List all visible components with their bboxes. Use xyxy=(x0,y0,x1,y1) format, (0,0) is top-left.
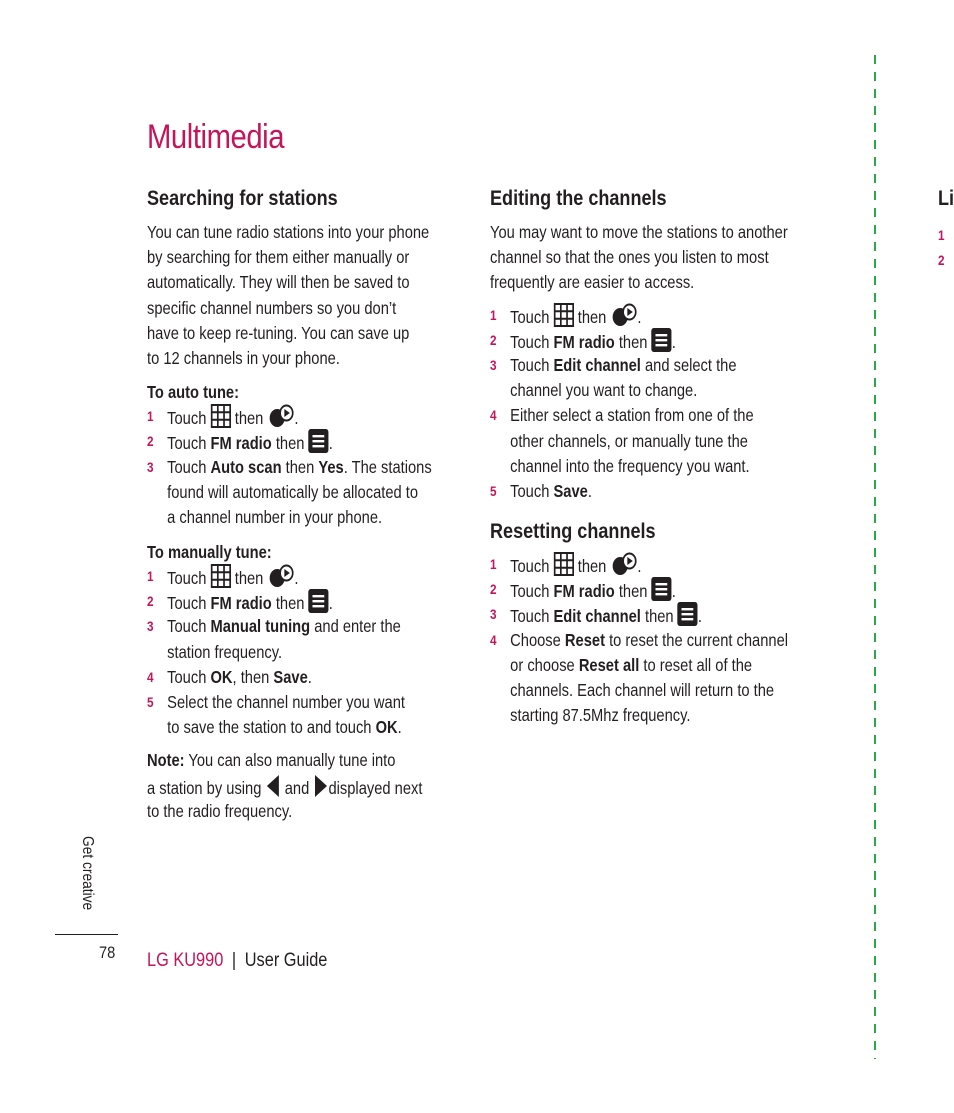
footer-divider xyxy=(55,934,118,935)
step-text: then xyxy=(234,568,264,589)
step-text: Touch xyxy=(510,354,550,375)
step-text: then xyxy=(644,606,674,627)
list-item xyxy=(147,429,449,454)
step-number: 2 xyxy=(147,593,154,610)
section-heading-resetting: Resetting channels xyxy=(490,519,656,544)
note-text: You can also manually tune into xyxy=(188,750,396,771)
step-text: and select the xyxy=(644,354,737,375)
step-text: then xyxy=(618,581,648,602)
step-number: 2 xyxy=(938,252,945,268)
intro-line: automatically. They will then be saved to xyxy=(147,272,410,293)
step-text: channels. Each channel will return to the xyxy=(510,680,775,700)
arrow-right-icon xyxy=(313,774,328,798)
step-text: station frequency. xyxy=(167,641,283,662)
list-item xyxy=(147,589,449,614)
step-text: other channels, or manually tune the xyxy=(510,430,748,451)
fm-radio-icon xyxy=(267,404,294,428)
step-number: 1 xyxy=(490,306,497,323)
list-item xyxy=(490,602,792,627)
step-bold: OK xyxy=(210,666,233,687)
step-text: . xyxy=(637,306,642,327)
step-bold: FM radio xyxy=(210,433,272,454)
step-bold: Yes xyxy=(318,456,344,477)
step-text: Touch xyxy=(167,593,207,614)
intro-paragraph xyxy=(490,220,792,296)
step-number: 5 xyxy=(490,482,497,499)
step-text: Select the channel number you want xyxy=(167,692,405,712)
step-text: . xyxy=(294,568,299,589)
step-number: 1 xyxy=(147,568,154,585)
step-text: Touch xyxy=(510,306,550,327)
step-text: Touch xyxy=(510,581,550,602)
fm-radio-icon xyxy=(610,552,637,576)
step-text: . xyxy=(397,717,402,738)
step-number: 4 xyxy=(490,631,497,648)
note-text: a station by using xyxy=(147,777,262,798)
step-bold: Save xyxy=(273,666,308,687)
step-text: Touch xyxy=(167,408,207,429)
step-number: 2 xyxy=(490,581,497,598)
step-text: . xyxy=(697,606,702,627)
trim-guide-line xyxy=(874,55,876,1059)
list-item xyxy=(147,404,449,429)
menu-grid-icon xyxy=(210,404,230,428)
step-text: Touch xyxy=(510,331,550,352)
list-item xyxy=(147,564,449,589)
side-label-text: Get creative xyxy=(79,836,96,911)
menu-grid-icon xyxy=(210,564,230,588)
step-bold: Edit channel xyxy=(553,354,641,375)
step-text: then xyxy=(285,456,315,477)
arrow-left-icon xyxy=(266,774,281,798)
step-text: to reset the current channel xyxy=(609,629,789,650)
footer-guide-label: User Guide xyxy=(244,950,328,971)
step-bold: Auto scan xyxy=(210,456,282,477)
step-text: channel you want to change. xyxy=(510,380,698,401)
step-text: Touch xyxy=(167,456,207,477)
step-text: . xyxy=(587,480,592,501)
step-text: channel into the frequency you want. xyxy=(510,455,750,476)
intro-line: frequently are easier to access. xyxy=(490,272,695,293)
list-item xyxy=(147,665,449,690)
options-menu-icon xyxy=(652,328,672,352)
step-bold: FM radio xyxy=(553,581,615,602)
step-text: and enter the xyxy=(314,616,401,637)
auto-tune-heading: To auto tune: xyxy=(147,382,239,403)
step-text: . xyxy=(637,556,642,577)
note-text: displayed next xyxy=(328,777,423,798)
section-heading-searching: Searching for stations xyxy=(147,186,338,210)
step-text: Touch xyxy=(167,616,207,637)
options-menu-icon xyxy=(309,429,329,453)
next-page-heading: Li xyxy=(938,186,954,210)
step-number: 5 xyxy=(147,694,154,710)
step-bold: Reset all xyxy=(578,654,640,675)
step-text: Touch xyxy=(510,480,550,501)
fm-radio-icon xyxy=(610,303,637,327)
intro-line: You may want to move the stations to another xyxy=(490,222,788,242)
right-column xyxy=(490,185,792,728)
step-number: 1 xyxy=(490,556,497,573)
step-bold: FM radio xyxy=(210,593,272,614)
step-number: 3 xyxy=(147,618,154,635)
note-text: and xyxy=(284,777,310,798)
list-item xyxy=(490,479,792,504)
step-text: a channel number in your phone. xyxy=(167,506,383,527)
note-text: to the radio frequency. xyxy=(147,800,293,821)
options-menu-icon xyxy=(652,577,672,601)
intro-line: specific channel numbers so you don’t xyxy=(147,297,397,318)
step-text: then xyxy=(234,408,264,429)
step-bold: OK xyxy=(375,717,398,738)
step-text: . xyxy=(328,433,333,454)
step-text: . xyxy=(328,593,333,614)
footer xyxy=(147,950,327,972)
step-text: then xyxy=(275,433,305,454)
step-number: 4 xyxy=(490,407,497,424)
step-bold: Edit channel xyxy=(553,606,641,627)
step-text: Touch xyxy=(510,556,550,577)
page-number: 78 xyxy=(99,943,116,962)
step-text: Either select a station from one of the xyxy=(510,405,754,426)
step-bold: Manual tuning xyxy=(210,616,311,637)
menu-grid-icon xyxy=(553,303,573,327)
step-text: . xyxy=(671,581,676,602)
step-text: then xyxy=(577,556,607,577)
step-number: 3 xyxy=(147,458,154,475)
options-menu-icon xyxy=(678,602,698,626)
list-item xyxy=(147,455,449,531)
footer-separator: | xyxy=(231,950,237,971)
step-text: . The stations xyxy=(343,456,432,477)
manual-tune-heading: To manually tune: xyxy=(147,542,272,563)
step-text: . xyxy=(294,408,299,429)
menu-grid-icon xyxy=(553,552,573,576)
intro-line: by searching for them either manually or xyxy=(147,247,410,268)
step-text: . xyxy=(671,331,676,352)
note-block xyxy=(147,748,449,824)
intro-line: You can tune radio stations into your phone xyxy=(147,222,430,242)
intro-line: to 12 channels in your phone. xyxy=(147,347,340,368)
step-text: starting 87.5Mhz frequency. xyxy=(510,705,691,726)
list-item xyxy=(490,552,792,577)
step-number: 2 xyxy=(147,433,154,450)
step-text: to save the station to and touch xyxy=(167,717,372,738)
step-number: 2 xyxy=(490,331,497,348)
step-number: 1 xyxy=(147,408,154,425)
list-item xyxy=(490,303,792,328)
list-item xyxy=(490,403,792,479)
page-title: Multimedia xyxy=(147,118,285,156)
step-text: to reset all of the xyxy=(643,654,753,675)
list-item xyxy=(147,690,449,740)
left-column xyxy=(147,185,449,824)
list-item xyxy=(490,328,792,353)
step-number: 4 xyxy=(147,668,154,685)
step-bold: FM radio xyxy=(553,331,615,352)
section-heading-editing: Editing the channels xyxy=(490,186,667,210)
step-text: found will automatically be allocated to xyxy=(167,481,419,502)
intro-line: have to keep re-tuning. You can save up xyxy=(147,322,410,343)
step-number: 3 xyxy=(490,356,497,373)
step-text: then xyxy=(275,593,305,614)
list-item xyxy=(490,577,792,602)
section-tab-label xyxy=(79,836,116,926)
step-bold: Reset xyxy=(564,629,605,650)
fm-radio-icon xyxy=(267,564,294,588)
step-text: Touch xyxy=(167,666,207,687)
step-text: Touch xyxy=(167,433,207,454)
list-item xyxy=(147,614,449,664)
step-text: or choose xyxy=(510,654,575,675)
step-text: . xyxy=(307,666,312,687)
step-number: 1 xyxy=(938,227,945,243)
step-text: then xyxy=(618,331,648,352)
step-bold: Save xyxy=(553,480,588,501)
options-menu-icon xyxy=(309,589,329,613)
intro-line: channel so that the ones you listen to most xyxy=(490,247,769,268)
note-label: Note: xyxy=(147,750,185,771)
step-text: Touch xyxy=(167,568,207,589)
next-page-edge xyxy=(938,185,954,275)
list-item xyxy=(490,628,792,729)
intro-paragraph xyxy=(147,220,449,371)
step-number: 3 xyxy=(490,606,497,623)
step-text: , then xyxy=(232,666,270,687)
step-text: Choose xyxy=(510,629,561,650)
step-text: Touch xyxy=(510,606,550,627)
step-text: then xyxy=(577,306,607,327)
footer-brand: LG KU990 xyxy=(147,950,224,971)
list-item xyxy=(490,353,792,403)
